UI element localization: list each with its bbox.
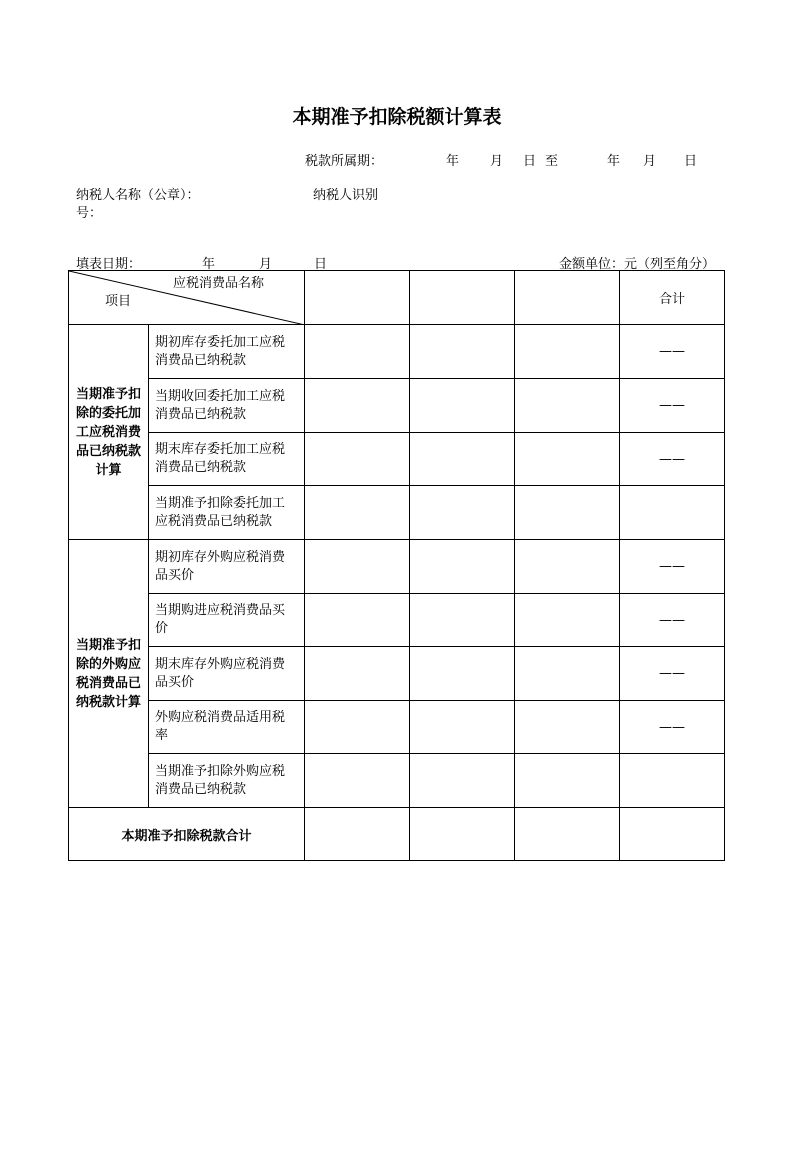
total-cell: —— (620, 379, 725, 433)
value-cell[interactable] (305, 379, 410, 433)
value-cell[interactable] (305, 701, 410, 754)
taxpayer-id-label-cont: 号： (76, 206, 103, 221)
page-title: 本期准予扣除税额计算表 (292, 106, 502, 128)
table-row (69, 433, 725, 486)
value-cell[interactable] (515, 754, 620, 808)
period-day-start: 日 (523, 154, 537, 169)
deduction-table (68, 270, 725, 861)
table-row (69, 325, 725, 379)
row-label: 期末库存委托加工应税 消费品已纳税款 (149, 433, 305, 486)
grand-total-cell[interactable] (515, 808, 620, 861)
row-label: 期初库存委托加工应税 消费品已纳税款 (149, 325, 305, 379)
product-col-1[interactable] (305, 271, 410, 325)
period-year-start: 年 (446, 154, 460, 169)
value-cell[interactable] (305, 325, 410, 379)
value-cell[interactable] (305, 540, 410, 594)
table-footer-row (69, 808, 725, 861)
total-cell: —— (620, 701, 725, 754)
value-cell[interactable] (305, 433, 410, 486)
value-cell[interactable] (515, 647, 620, 701)
value-cell[interactable] (305, 486, 410, 540)
value-cell[interactable] (410, 325, 515, 379)
fill-date-day: 日 (314, 257, 328, 272)
row-label: 当期准予扣除委托加工 应税消费品已纳税款 (149, 486, 305, 540)
row-label: 当期购进应税消费品买 价 (149, 594, 305, 647)
grand-total-cell[interactable] (410, 808, 515, 861)
row-label: 期初库存外购应税消费 品买价 (149, 540, 305, 594)
product-col-3[interactable] (515, 271, 620, 325)
group2-title: 当期准予扣除的外购应税消费品已纳税款计算 (69, 540, 149, 808)
fill-date-year: 年 (202, 257, 216, 272)
value-cell[interactable] (410, 379, 515, 433)
table-row (69, 379, 725, 433)
fill-date-month: 月 (259, 257, 273, 272)
period-month-end: 月 (643, 154, 657, 169)
row-label: 外购应税消费品适用税 率 (149, 701, 305, 754)
value-cell[interactable] (515, 379, 620, 433)
taxpayer-name-label: 纳税人名称（公章）： (76, 188, 200, 203)
value-cell[interactable] (515, 325, 620, 379)
table-row (69, 754, 725, 808)
value-cell[interactable] (305, 754, 410, 808)
total-cell: —— (620, 433, 725, 486)
row-label: 当期准予扣除外购应税 消费品已纳税款 (149, 754, 305, 808)
table-header-row (69, 271, 725, 325)
value-cell[interactable] (515, 540, 620, 594)
value-cell[interactable] (410, 754, 515, 808)
value-cell[interactable] (410, 486, 515, 540)
value-cell[interactable] (515, 594, 620, 647)
period-label: 税款所属期： (305, 154, 384, 169)
fill-date-label: 填表日期： (76, 257, 142, 272)
value-cell[interactable] (410, 433, 515, 486)
value-cell[interactable] (410, 647, 515, 701)
table-row (69, 647, 725, 701)
table-row (69, 486, 725, 540)
header-total: 合计 (620, 271, 725, 325)
grand-total-cell[interactable] (620, 808, 725, 861)
value-cell[interactable] (305, 647, 410, 701)
table-row (69, 594, 725, 647)
period-to: 至 (545, 154, 559, 169)
value-cell[interactable] (515, 701, 620, 754)
total-cell: —— (620, 325, 725, 379)
row-label: 当期收回委托加工应税 消费品已纳税款 (149, 379, 305, 433)
grand-total-label: 本期准予扣除税款合计 (69, 808, 305, 861)
value-cell[interactable] (515, 433, 620, 486)
grand-total-cell[interactable] (305, 808, 410, 861)
total-cell[interactable] (620, 486, 725, 540)
taxpayer-id-label: 纳税人识别 (313, 188, 379, 203)
header-item: 项目 (105, 294, 132, 309)
period-year-end: 年 (607, 154, 621, 169)
period-day-end: 日 (684, 154, 698, 169)
total-cell: —— (620, 594, 725, 647)
table-row (69, 701, 725, 754)
value-cell[interactable] (410, 540, 515, 594)
table-row (69, 540, 725, 594)
value-cell[interactable] (410, 594, 515, 647)
value-cell[interactable] (410, 701, 515, 754)
total-cell[interactable] (620, 754, 725, 808)
product-col-2[interactable] (410, 271, 515, 325)
value-cell[interactable] (515, 486, 620, 540)
amount-unit-label: 金额单位：元（列至角分） (559, 257, 716, 272)
total-cell: —— (620, 540, 725, 594)
row-label: 期末库存外购应税消费 品买价 (149, 647, 305, 701)
diagonal-header-cell (69, 271, 305, 325)
header-product-name: 应税消费品名称 (173, 276, 265, 291)
group1-title: 当期准予扣除的委托加工应税消费品已纳税款计算 (69, 325, 149, 540)
total-cell: —— (620, 647, 725, 701)
period-month-start: 月 (490, 154, 504, 169)
value-cell[interactable] (305, 594, 410, 647)
